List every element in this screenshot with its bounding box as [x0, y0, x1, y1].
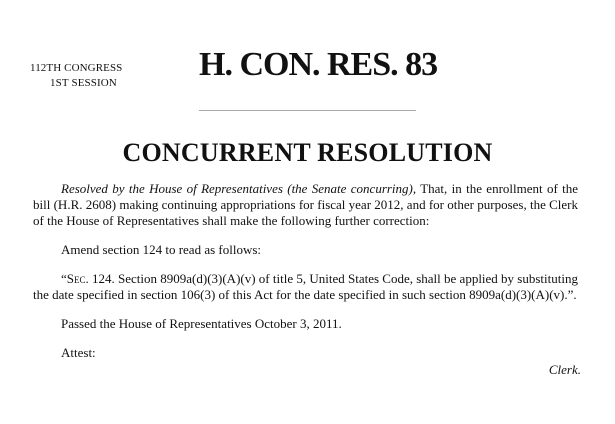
- section-paragraph: [33, 271, 578, 303]
- congress-session-block: [30, 61, 122, 91]
- section-text: 124. Section 8909a(d)(3)(A)(v) of title 5, United States Code, shall be applied by substituting the date specified in section 106(3) of this Act for the date specified in such section 8909a(d)(3)(A)(v).”.: [33, 271, 578, 302]
- congress-line: [30, 61, 122, 76]
- congress-number: 112: [30, 62, 47, 74]
- session-ordinal: ST: [55, 77, 69, 89]
- resolved-paragraph: [33, 181, 578, 229]
- bill-identifier: H. CON. RES. 83: [199, 46, 438, 83]
- section-open-quote: “: [61, 271, 67, 286]
- attest-paragraph: Attest:: [61, 345, 96, 360]
- passed-paragraph: Passed the House of Representatives October 3, 2011.: [61, 316, 342, 331]
- session-word: SESSION: [71, 77, 117, 89]
- resolved-clause: Resolved by the House of Representatives (the Senate concurring),: [61, 181, 417, 196]
- document-title: CONCURRENT RESOLUTION: [122, 138, 493, 167]
- session-number: 1: [50, 77, 56, 89]
- congress-word: CONGRESS: [64, 62, 123, 74]
- session-line: [30, 76, 122, 91]
- amend-paragraph: Amend section 124 to read as follows:: [61, 242, 262, 257]
- clerk-signature-line: Clerk.: [548, 362, 581, 377]
- resolved-text: That, in the enrollment of the bill (H.R. 2608) making continuing appropriations for fiscal year 2012, and for other purposes, the Clerk of the House of Representatives shall make the following further correction:: [33, 181, 578, 228]
- congress-ordinal: TH: [46, 62, 62, 74]
- section-label: Sec.: [66, 271, 89, 286]
- header-divider: [199, 110, 416, 111]
- document-body: [33, 181, 578, 361]
